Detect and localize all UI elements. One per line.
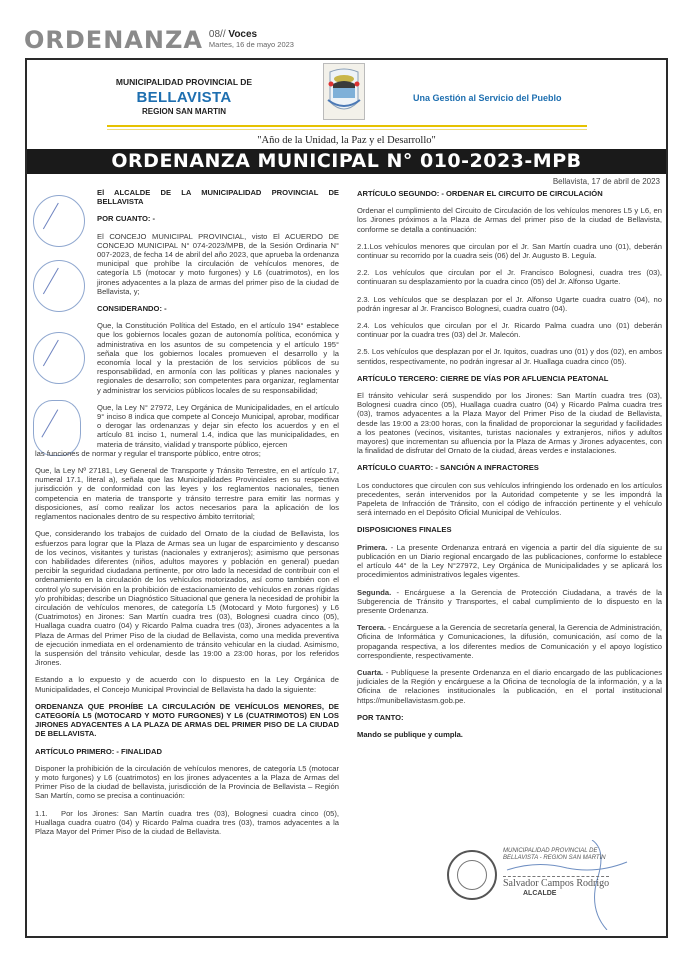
paragraph: las funciones de normar y regular el transporte público, entre otros; (35, 448, 261, 458)
page-number: 08// (208, 29, 226, 40)
paragraph: Que, la Ley Nº 27181, Ley General de Transporte y Tránsito Terrestre, en el artículo 17, numeral 17.1, literal a), señala que las Municipalidades Provinciales en su respectiva jurisdicción y de conformidad con las leyes y los reglamentos nacionales, tienen competencia en materia de transporte y tránsito terrestre para emitir las normas y disposiciones, así como realizar los actos necesarios para la aplicación de los reglamentos nacionales dentro de su respectivo ámbito territorial; (35, 466, 339, 522)
year-motto: "Año de la Unidad, la Paz y el Desarrollo" (257, 135, 436, 146)
paragraph: Disponer la prohibición de la circulación de vehículos menores, de categoría L5 (motocar y moto furgones) y L6 (cuatrimotos) en los jirones adyacentes a la Plaza de Armas del Primer Piso de la ciudad de bellavista, jurisdicción de la Provincia de Bellavista – Región San Martín, como se precisa a continuación: (35, 763, 339, 801)
signature-stamp-text: MUNICIPALIDAD PROVINCIAL DE BELLAVISTA - REGION SAN MARTIN (503, 848, 606, 861)
paragraph: El tránsito vehicular será suspendido por los Jirones: San Martín cuadra tres (03), Bolognesi cuadra cinco (05), Huallaga cuadra cuatro (04) y Ricardo Palma cuadra tres (03), tramos adyacentes a la Plaza Mayor del Primer Piso de la ciudad de Bellavista, desde las 19:00 a 23:00 horas, con la finalidad de proporcionar la seguridad y facilidades a los peatones (vecinos, visitantes, turistas nacionales y extranjeros, niños y adultos mayores) que incrementan su afluencia por la Plaza de Armas y Jirones adyacentes, con la finalidad de disfrutar del Ornato de la ciudad, áreas verdes e instalaciones. (357, 391, 662, 456)
municipality-line: MUNICIPALIDAD PROVINCIAL DE (115, 77, 253, 87)
heading-articulo-tercero: ARTÍCULO TERCERO: CIERRE DE VÍAS POR AFLUENCIA PEATONAL (357, 373, 609, 383)
paragraph: Que, la Ley N° 27972, Ley Orgánica de Municipalidades, en el artículo 9° inciso 8 indica que compete al Concejo Municipal, aprobar, modificar o derogar las ordenanzas y dejar sin efecto los acuerdos y en el artículo 81 inciso 1, numeral 1.4, indica que las municipalidades, en materia de tránsito, vialidad y transporte público, ejercen (97, 402, 339, 449)
provision-first: Primera. - La presente Ordenanza entrará en vigencia a partir del día siguiente de su publicación en un Diario regional encargado de las publicaciones, conforme lo establece el artículo 44° de la Ley N°27972, Ley Orgánica de Municipalidades y se aplicará los procedimientos administrativos legales vigentes. (357, 542, 662, 580)
heading-por-cuanto: POR CUANTO: - (97, 214, 156, 224)
mayor-name: Salvador Campos Rodrigo (503, 878, 610, 889)
list-item: 2.3. Los vehículos que se desplazan por el Jr. Alfonso Ugarte cuadra cuatro (04), no podrán ingresar al Jr. Francisco Bolognesi, cuadra cuatro (04). (357, 294, 662, 313)
coat-of-arms-icon (323, 63, 365, 120)
heading-articulo-primero: ARTÍCULO PRIMERO: - FINALIDAD (35, 746, 162, 756)
list-item: 2.1.Los vehículos menores que circulan por el Jr. San Martín cuadra uno (01), deberán continuar su recorrido por la cuadra seis (06) del Jr. Augusto B. Leguía. (357, 241, 662, 261)
paragraph: El CONCEJO MUNICIPAL PROVINCIAL, visto El ACUERDO DE CONCEJO MUNICIPAL N° 074-2023/MPB, de la Sesión Ordinaria N° 007-2023, de fecha 14 de abril del año 2023, que aprueba la ordenanza municipal que prohíbe la circulación de vehículos menores, de categoría L5 (motocar y moto furgones) y L6 (cuatrimotos), en los jirones adyacentes a la plaza de armas del primer piso de la ciudad de Bellavista, y; (97, 231, 339, 296)
paragraph: Ordenar el cumplimiento del Circuito de Circulación de los vehículos menores L5 y L6, en los Jirones próximos a la Plaza de Armas del primer piso de la ciudad de Bellavista, conforme se detalla a continuación: (357, 206, 662, 234)
closing-line: Mando se publique y cumpla. (357, 729, 463, 739)
gold-divider (107, 125, 587, 127)
masthead (24, 22, 294, 52)
mayor-seal-icon (447, 850, 497, 900)
provision-fourth: Cuarta. - Publíquese la presente Ordenanza en el diario encargado de las publicaciones judiciales de la Región y encárguese a la Oficina de tecnología de la información, y a la Oficina de relaciones institucionales la publicación, en el portal institucional https://munibellavistasm.gob.pe. (357, 667, 662, 705)
municipality-name: BELLAVISTA (136, 89, 232, 106)
right-column (357, 189, 662, 747)
publication-name: Voces (228, 29, 258, 40)
heading-disposiciones-finales: DISPOSICIONES FINALES (357, 525, 452, 535)
heading-por-tanto: POR TANTO: (357, 712, 404, 722)
document-header (27, 60, 666, 130)
heading-articulo-cuarto: ARTÍCULO CUARTO: - SANCIÓN A INFRACTORES (357, 463, 539, 473)
provision-second: Segunda. - Encárguese a la Gerencia de Protección Ciudadana, a través de la Subgerencia de Tránsito y Transportes, el cabal cumplimiento de lo dispuesto en la presente Ordenanza. (357, 587, 662, 615)
provision-third: Tercera. - Encárguese a la Gerencia de secretaría general, la Gerencia de Administración, Oficina de Informática y Comunicaciones, la difusión, comunicación, así como de la propaganda respectiva, a los diferentes medios de Comunicación y el apoyo logístico correspondiente, respectivamente. (357, 623, 662, 660)
item-text: Por los Jirones: San Martín cuadra tres (03), Bolognesi cuadra cinco (05), Huallaga cuadra cuatro (04) y Ricardo Palma cuadra tres (03), tramos adyacentes a la Plaza Mayor del Primer Piso de la ciudad de Bellavista. (35, 808, 339, 836)
paragraph: Que, considerando los trabajos de cuidado del Ornato de la ciudad de Bellavista, los esfuerzos para lograr que la Plaza de Armas sea un lugar de esparcimiento y descanso de los vecinos, visitantes y turistas (nacionales y extranjeros); asimismo que personas con habilidades diferentes (niños, adultos mayores y población en general) puedan percibir la seguridad ciudadana pertinente, por otro lado la necesidad de contribuir con el ordenamiento en la circulación de los vehículos motorizados, así como también con el control y/o supervisión en la prohibición de estacionamiento de vehículos en zonas rígidas y/o prohibidas; describe un Diagnóstico Situacional que genera la necesidad de prohibir la circulación de vehículos menores, de categoría L5 (Motocard y Moto furgones) y L6 (Cuatrimotos) en Jirones: San Martín cuadra tres (03), Bolognesi cuadra cinco (05), Huallaga cuadra cuatro (04) y Ricardo Palma cuadra tres (03), Jirones adyacentes a la Plaza de Armas del Primer Piso de la ciudad de Bellavista, como una medida preventiva de ejecución inmediata en el ordenamiento de tránsito vehicular en la ciudad. Asimismo, la suspensión del tránsito vehicular, desde las 19:00 a 23:00 horas, por los referidos Jirones. (35, 529, 339, 668)
mayor-signature-block (437, 840, 657, 930)
place-date: Bellavista, 17 de abril de 2023 (552, 177, 660, 186)
item-number: 1.1. (35, 808, 48, 818)
list-item: 2.2. Los vehículos que circulan por el Jr. Francisco Bolognesi, cuadra tres (03), continuaran su desplazamiento por la cuadra cinco (05) del Jr. Alfonso Ugarte. (357, 268, 662, 287)
paragraph: Que, la Constitución Política del Estado, en el artículo 194° establece que los gobiernos locales gozan de autonomía política, económica y administrativa en los asuntos de su competencia y el artículo 195° señala que los gobiernos locales promueven el desarrollo y la economía local y la prestación de los servicios públicos de su responsabilidad, en armonía con las políticas y planes nacionales y regionales de desarrollo; son competentes para organizar, reglamentar y administrar los servicios públicos locales de su responsabilidad; (97, 321, 339, 395)
mayor-role: ALCALDE (523, 890, 557, 897)
heading-articulo-segundo: ARTÍCULO SEGUNDO: - ORDENAR EL CIRCUITO DE CIRCULACIÓN (357, 189, 603, 198)
section-title: ORDENANZA (24, 26, 203, 54)
publication-date: Martes, 16 de mayo 2023 (208, 40, 294, 49)
left-column (35, 188, 339, 844)
masthead-meta (209, 30, 294, 52)
ordinance-title: ORDENANZA QUE PROHÍBE LA CIRCULACIÓN DE VEHÍCULOS MENORES, DE CATEGORÍA L5 (MOTOCARD Y MOTO FURGONES) Y L6 (CUATRIMOTOS) EN LOS JIRONES ADYACENTES A LA PLAZA DE ARMAS DEL PRIMER PISO DE LA CIUDAD DE BELLAVISTA. (35, 701, 339, 739)
heading-considerando: CONSIDERANDO: - (97, 304, 167, 314)
municipality-region: REGION SAN MARTIN (142, 107, 226, 116)
gold-divider-thin (107, 129, 587, 130)
issuer-line: El ALCALDE DE LA MUNICIPALIDAD PROVINCIAL DE BELLAVISTA (97, 188, 339, 207)
document-title: ORDENANZA MUNICIPAL N° 010-2023-MPB (27, 149, 666, 174)
municipality-block (109, 77, 259, 116)
list-item (35, 809, 339, 837)
slogan: Una Gestión al Servicio del Pueblo (413, 93, 562, 103)
paragraph: Los conductores que circulen con sus vehículos infringiendo los ordenado en los artículos precedentes, serán intervenidos por la Autoridad competente y se les impondrá la Papeleta de Infracción de Tránsito, con el código de infracción pertinente y el vehículo será internado en el Depósito Oficial Municipal de Vehículos. (357, 480, 662, 518)
list-item: 2.4. Los vehículos que circulan por el Jr. Ricardo Palma cuadra uno (01) deberán continuar por la cuadra tres (03) del Jr. Malecón. (357, 321, 662, 340)
paragraph: Estando a lo expuesto y de acuerdo con lo dispuesto en la Ley Orgánica de Municipalidades, el Concejo Municipal Provincial de Bellavista ha dado la siguiente: (35, 675, 339, 694)
list-item: 2.5. Los vehículos que desplazan por el Jr. Iquitos, cuadras uno (01) y dos (02), en ambos sentidos, respectivamente, no podrán ingresar al Jr. Huallaga cuadra cinco (05). (357, 347, 662, 366)
ordinance-document (25, 58, 668, 938)
